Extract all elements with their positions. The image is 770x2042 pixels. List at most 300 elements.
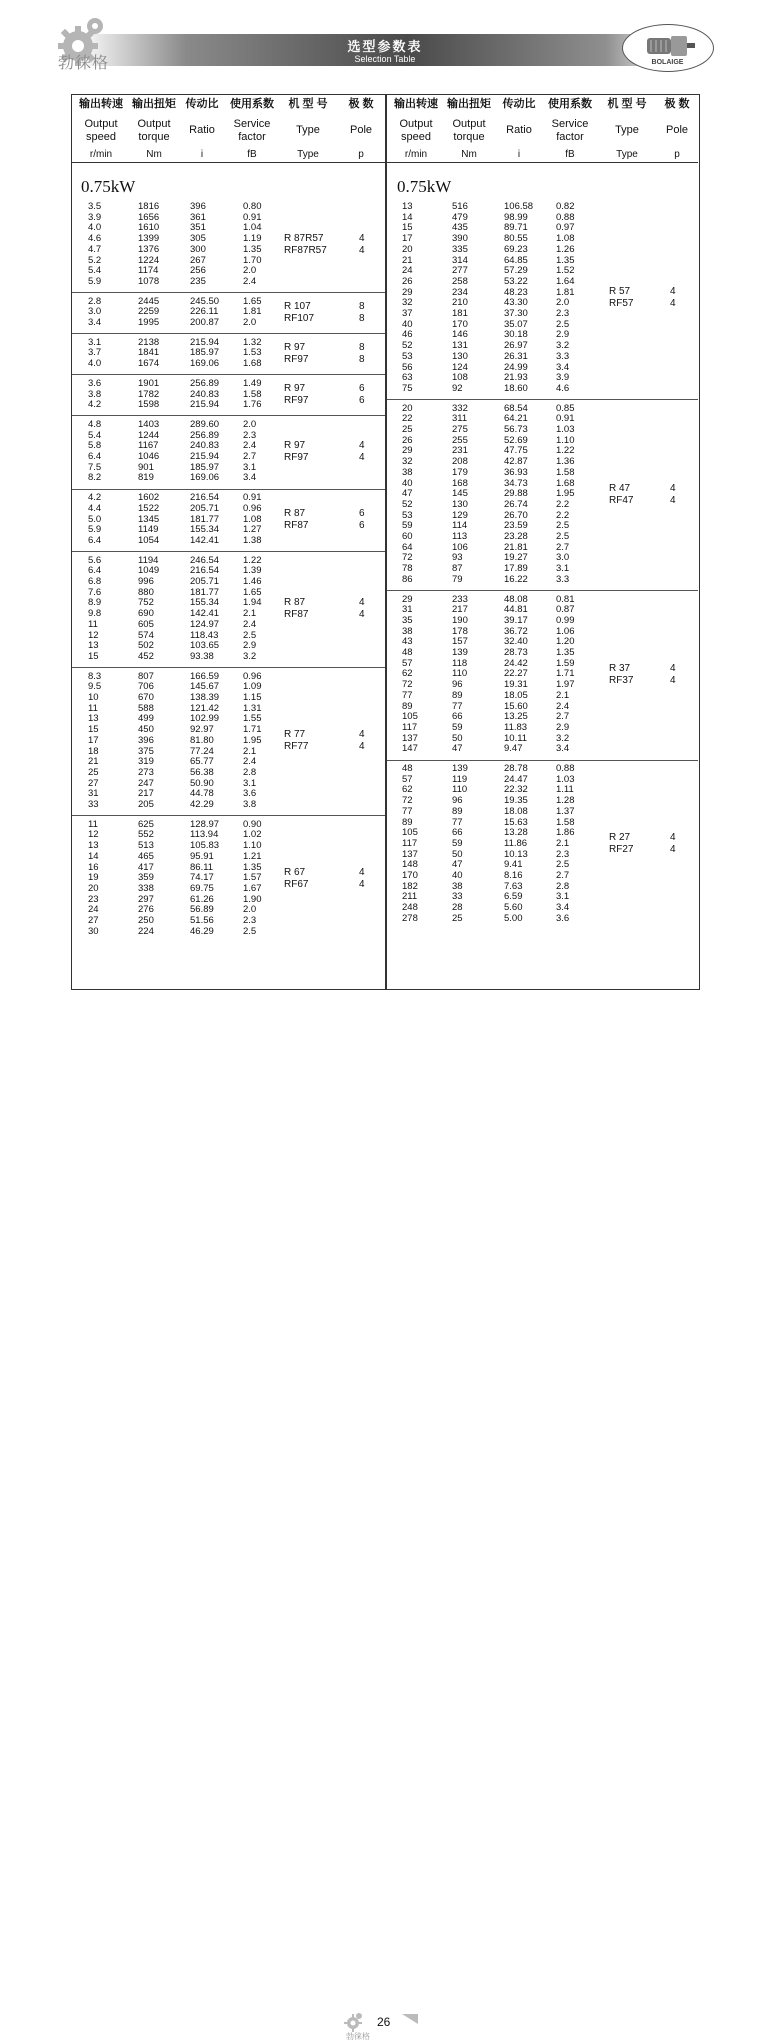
left_groups-cell-2-1-2: 185.97 <box>190 347 220 359</box>
page-title: 选型参数表 <box>347 39 423 54</box>
left_groups-cell-7-8-3: 2.4 <box>243 756 257 768</box>
left_groups-cell-7-3-1: 588 <box>138 702 154 714</box>
left_groups-pole-1-0: 8 <box>359 300 365 312</box>
left_groups-cell-6-8-1: 502 <box>138 640 154 652</box>
left_groups-cell-6-1-3: 1.39 <box>243 565 262 577</box>
right_groups-cell-2-3-3: 1.06 <box>556 625 575 637</box>
right_groups-type-1-1: RF47 <box>609 494 634 506</box>
left_groups-cell-8-4-2: 86.11 <box>190 861 214 873</box>
header-unit-0-3: fB <box>247 149 257 160</box>
right_groups-cell-3-3-0: 72 <box>402 795 413 807</box>
right_groups-pole-2-1: 4 <box>670 674 676 686</box>
right_groups-cell-2-5-3: 1.35 <box>556 647 575 658</box>
right_groups-cell-2-12-3: 2.9 <box>556 721 570 733</box>
right_groups-cell-0-14-3: 3.3 <box>556 350 570 362</box>
left_groups-cell-6-0-0: 5.6 <box>88 554 102 566</box>
right_groups-cell-1-9-1: 130 <box>452 498 468 510</box>
brand-name: 勃徕格 <box>58 55 110 72</box>
left_groups-cell-8-7-3: 1.90 <box>243 893 262 905</box>
left_groups-cell-6-8-2: 103.65 <box>190 640 220 652</box>
left_groups-type-3-0: R 97 <box>284 382 306 394</box>
left_groups-cell-6-4-2: 155.34 <box>190 597 220 609</box>
right_groups-cell-0-12-0: 46 <box>402 329 413 341</box>
left_groups-divider-5 <box>72 551 385 552</box>
right_groups-pole-1-0: 4 <box>670 482 676 494</box>
left_groups-cell-4-1-0: 5.4 <box>88 429 102 441</box>
right_groups-cell-1-3-2: 52.69 <box>504 434 528 446</box>
right_groups-cell-2-12-2: 11.83 <box>504 721 528 733</box>
left_groups-type-0-1: RF87R57 <box>284 244 327 256</box>
right_groups-cell-1-12-0: 60 <box>402 531 413 542</box>
right_groups-cell-2-11-2: 13.25 <box>504 711 528 723</box>
left_groups-cell-4-5-3: 3.4 <box>243 472 257 484</box>
power-label-left: 0.75kW <box>81 177 136 196</box>
header-unit-0-2: i <box>200 149 204 160</box>
left_groups-cell-6-3-0: 7.6 <box>88 586 102 598</box>
right_groups-cell-3-8-0: 137 <box>402 848 418 860</box>
right_groups-cell-0-11-1: 170 <box>452 318 468 330</box>
left_groups-cell-6-1-1: 1049 <box>138 565 160 577</box>
brand-logo <box>622 24 714 72</box>
left_groups-type-1-0: R 107 <box>284 300 311 312</box>
right_groups-cell-3-11-1: 38 <box>452 880 463 892</box>
left_groups-cell-5-2-0: 5.0 <box>88 513 102 525</box>
left_groups-cell-7-5-1: 450 <box>138 724 154 736</box>
left_groups-cell-5-3-3: 1.27 <box>243 524 262 536</box>
left_groups-type-4-0: R 97 <box>284 440 306 451</box>
right_groups-cell-2-10-1: 77 <box>452 700 463 712</box>
left_groups-cell-6-1-0: 6.4 <box>88 565 102 577</box>
left_groups-cell-0-0-3: 0.80 <box>243 201 262 212</box>
left_groups-cell-1-1-2: 226.11 <box>190 306 219 318</box>
right_groups-cell-0-4-2: 69.23 <box>504 243 528 255</box>
left_groups-divider-7 <box>72 815 385 816</box>
left_groups-cell-6-7-2: 118.43 <box>190 629 219 641</box>
left_groups-cell-3-2-0: 4.2 <box>88 399 102 411</box>
right_groups-cell-0-0-0: 13 <box>402 201 413 212</box>
left_groups-cell-8-0-3: 0.90 <box>243 818 262 830</box>
left_groups-cell-7-12-1: 205 <box>138 799 154 810</box>
right_groups-cell-2-2-3: 0.99 <box>556 614 575 626</box>
right_groups-cell-0-8-3: 1.81 <box>556 286 575 298</box>
header-unit-1-0: r/min <box>404 149 428 160</box>
right_groups-cell-2-13-0: 137 <box>402 732 418 744</box>
left_groups-cell-0-7-1: 1078 <box>138 275 160 287</box>
right_groups-cell-1-16-1: 79 <box>452 573 463 585</box>
right_groups-cell-3-9-2: 9.41 <box>504 859 523 871</box>
left_groups-cell-8-4-3: 1.35 <box>243 861 262 873</box>
left_groups-cell-3-1-3: 1.58 <box>243 388 262 400</box>
header-unit-1-1: Nm <box>461 149 477 160</box>
right_groups-cell-1-2-1: 275 <box>452 424 468 435</box>
left_groups-cell-6-4-3: 1.94 <box>243 597 262 609</box>
left_groups-cell-7-11-1: 217 <box>138 788 154 800</box>
right_groups-cell-0-1-3: 0.88 <box>556 211 575 223</box>
left_groups-cell-8-4-0: 16 <box>88 861 99 873</box>
left_groups-cell-8-5-1: 359 <box>138 872 154 884</box>
right_groups-cell-2-5-2: 28.73 <box>504 647 528 658</box>
right_groups-cell-0-15-1: 124 <box>452 361 468 373</box>
left_groups-cell-3-1-1: 1782 <box>138 388 160 400</box>
left_groups-cell-2-2-1: 1674 <box>138 358 160 370</box>
right_groups-cell-1-4-2: 47.75 <box>504 445 528 457</box>
header-unit-0-0: r/min <box>89 149 113 160</box>
right_groups-cell-1-5-2: 42.87 <box>504 456 528 468</box>
right_groups-cell-0-9-2: 43.30 <box>504 297 528 309</box>
right_groups-cell-0-6-2: 57.29 <box>504 265 528 277</box>
left_groups-cell-7-7-0: 18 <box>88 745 99 757</box>
left_groups-cell-8-9-2: 51.56 <box>190 915 214 926</box>
left_groups-cell-7-7-3: 2.1 <box>243 745 257 757</box>
right_groups-cell-3-11-0: 182 <box>402 880 418 892</box>
right_groups-type-2-1: RF37 <box>609 674 634 686</box>
left_groups-cell-4-1-2: 256.89 <box>190 429 220 441</box>
right_groups-cell-2-10-3: 2.4 <box>556 700 570 712</box>
left_groups-divider-0 <box>72 292 385 293</box>
left_groups-type-5-0: R 87 <box>284 507 306 519</box>
left_groups-cell-4-3-2: 215.94 <box>190 451 220 462</box>
right_groups-cell-1-10-2: 26.70 <box>504 509 528 521</box>
right_groups-cell-2-11-3: 2.7 <box>556 711 570 723</box>
left_groups-cell-7-2-3: 1.15 <box>243 692 262 703</box>
header-cn-0-4: 机 型 号 <box>288 98 328 110</box>
left_groups-cell-0-2-2: 351 <box>190 222 206 234</box>
right_groups-cell-2-5-0: 48 <box>402 647 413 658</box>
left_groups-cell-6-3-3: 1.65 <box>243 586 262 598</box>
right_groups-cell-3-8-1: 50 <box>452 848 463 860</box>
right_groups-type-1-0: R 47 <box>609 482 631 494</box>
right_groups-cell-3-11-3: 2.8 <box>556 880 570 892</box>
header-cn-1-0: 输出转速 <box>394 98 438 110</box>
right_groups-cell-1-10-3: 2.2 <box>556 509 570 521</box>
left_groups-cell-7-8-2: 65.77 <box>190 756 214 768</box>
left_groups-cell-1-0-1: 2445 <box>138 295 160 307</box>
right_groups-cell-2-13-1: 50 <box>452 732 463 744</box>
left_groups-cell-4-2-1: 1167 <box>138 440 159 452</box>
right_groups-cell-1-5-1: 208 <box>452 456 468 468</box>
right_groups-cell-3-7-0: 117 <box>402 837 418 849</box>
left_groups-cell-0-2-3: 1.04 <box>243 222 262 234</box>
left_groups-cell-6-5-2: 142.41 <box>190 608 220 620</box>
header-cn-1-5: 极 数 <box>664 98 690 110</box>
left_groups-cell-6-6-1: 605 <box>138 618 154 630</box>
right_groups-cell-2-0-1: 233 <box>452 593 468 605</box>
right_groups-cell-3-12-3: 3.1 <box>556 891 570 903</box>
right_groups-cell-2-2-2: 39.17 <box>504 614 528 626</box>
right_groups-cell-2-8-3: 1.97 <box>556 679 575 691</box>
header-unit-1-2: i <box>517 149 521 160</box>
right_groups-cell-1-15-1: 87 <box>452 563 463 575</box>
left_groups-divider-4 <box>72 489 385 490</box>
left_groups-cell-1-2-0: 3.4 <box>88 317 102 328</box>
left_groups-cell-6-2-3: 1.46 <box>243 576 262 587</box>
left_groups-cell-8-7-0: 23 <box>88 893 99 905</box>
right_groups-cell-3-8-3: 2.3 <box>556 848 570 860</box>
right_groups-cell-1-2-3: 1.03 <box>556 424 575 435</box>
right_groups-cell-2-10-0: 89 <box>402 700 413 712</box>
right_groups-cell-2-3-2: 36.72 <box>504 625 528 637</box>
header-cn-0-2: 传动比 <box>185 98 219 110</box>
left_groups-cell-8-10-2: 46.29 <box>190 925 214 937</box>
left_groups-cell-3-0-2: 256.89 <box>190 377 220 389</box>
left_groups-cell-8-3-2: 95.91 <box>190 850 214 862</box>
right_groups-cell-2-14-2: 9.47 <box>504 743 523 755</box>
right_groups-cell-1-12-3: 2.5 <box>556 531 570 542</box>
right_groups-cell-3-9-0: 148 <box>402 859 418 871</box>
left_groups-cell-6-9-2: 93.38 <box>190 650 214 662</box>
right_groups-cell-0-4-1: 335 <box>452 243 468 255</box>
power-label-right: 0.75kW <box>397 177 452 196</box>
right_groups-cell-2-1-0: 31 <box>402 604 413 616</box>
left_groups-cell-7-6-0: 17 <box>88 734 99 746</box>
right_groups-cell-1-10-1: 129 <box>452 509 468 521</box>
left_groups-type-8-1: RF67 <box>284 878 309 890</box>
right_groups-cell-2-4-1: 157 <box>452 636 468 648</box>
right_groups-cell-0-17-2: 18.60 <box>504 382 528 394</box>
right_groups-cell-0-15-3: 3.4 <box>556 361 570 373</box>
right_groups-cell-3-13-0: 248 <box>402 902 418 914</box>
left_groups-cell-7-11-3: 3.6 <box>243 788 257 800</box>
right_groups-cell-1-11-2: 23.59 <box>504 520 528 532</box>
left_groups-cell-7-9-2: 56.38 <box>190 766 214 778</box>
left_groups-cell-3-0-3: 1.49 <box>243 377 262 389</box>
header-cn-0-1: 输出扭矩 <box>132 98 176 110</box>
right_groups-cell-1-6-2: 36.93 <box>504 466 528 478</box>
left_groups-pole-0-0: 4 <box>359 232 365 244</box>
left_groups-cell-5-3-1: 1149 <box>138 524 159 536</box>
left_groups-cell-0-3-1: 1399 <box>138 233 160 245</box>
left_groups-cell-0-6-0: 5.4 <box>88 265 102 277</box>
left_groups-cell-7-1-0: 9.5 <box>88 681 102 693</box>
left_groups-cell-2-0-3: 1.32 <box>243 336 262 348</box>
left_groups-cell-7-2-1: 670 <box>138 692 154 703</box>
right_groups-cell-1-14-2: 19.27 <box>504 552 528 564</box>
left_groups-pole-8-1: 4 <box>359 878 365 890</box>
right_groups-cell-3-0-2: 28.78 <box>504 763 528 774</box>
right_groups-cell-2-13-3: 3.2 <box>556 732 570 744</box>
right_groups-cell-1-2-2: 56.73 <box>504 424 528 435</box>
header-cn-0-0: 输出转速 <box>79 98 123 110</box>
right_groups-cell-1-6-0: 38 <box>402 466 413 478</box>
left_groups-cell-8-3-1: 465 <box>138 850 154 862</box>
right_groups-cell-3-4-3: 1.37 <box>556 805 575 817</box>
left_groups-cell-6-9-0: 15 <box>88 650 99 662</box>
left_groups-pole-2-0: 8 <box>359 341 365 353</box>
left_groups-pole-5-0: 6 <box>359 507 365 519</box>
right_groups-cell-0-15-0: 56 <box>402 361 413 373</box>
left_groups-cell-6-5-3: 2.1 <box>243 608 257 620</box>
left_groups-cell-3-2-1: 1598 <box>138 399 160 411</box>
header-en-1-3: Service factor <box>551 117 589 143</box>
right_groups-cell-1-13-1: 106 <box>452 541 468 553</box>
left_groups-cell-5-2-2: 181.77 <box>190 513 220 525</box>
right_groups-cell-3-4-2: 18.08 <box>504 805 528 817</box>
right_groups-cell-3-4-1: 89 <box>452 805 463 817</box>
right_groups-cell-2-1-2: 44.81 <box>504 604 528 616</box>
right_groups-cell-0-11-0: 40 <box>402 318 413 330</box>
right_groups-pole-0-0: 4 <box>670 286 676 298</box>
left_groups-pole-1-1: 8 <box>359 312 365 324</box>
right_groups-cell-0-3-1: 390 <box>452 233 468 245</box>
left_groups-cell-7-0-0: 8.3 <box>88 670 102 682</box>
left_groups-cell-4-1-3: 2.3 <box>243 429 257 441</box>
left_groups-cell-0-0-0: 3.5 <box>88 201 102 212</box>
right_groups-cell-2-14-3: 3.4 <box>556 743 570 755</box>
right_groups-cell-3-2-0: 62 <box>402 784 413 796</box>
left_groups-cell-8-10-0: 30 <box>88 925 99 937</box>
right_groups-cell-2-11-0: 105 <box>402 711 418 723</box>
right_groups-divider-0 <box>387 399 698 400</box>
left_groups-cell-2-1-3: 1.53 <box>243 347 262 359</box>
left_groups-cell-7-3-0: 11 <box>88 702 98 714</box>
header-unit-1-5: p <box>674 149 680 160</box>
right_groups-cell-0-10-1: 181 <box>452 308 468 319</box>
right_groups-divider-2 <box>387 760 698 761</box>
left_groups-cell-4-1-1: 1244 <box>138 429 160 441</box>
left_groups-cell-0-3-0: 4.6 <box>88 233 102 245</box>
right_groups-cell-0-16-1: 108 <box>452 372 468 384</box>
left_groups-type-3-1: RF97 <box>284 394 309 406</box>
right_groups-cell-2-9-1: 89 <box>452 689 463 701</box>
left_groups-cell-5-1-1: 1522 <box>138 502 160 514</box>
left_groups-cell-5-4-3: 1.38 <box>243 534 262 546</box>
right_groups-cell-0-13-1: 131 <box>452 340 468 352</box>
left_groups-cell-6-2-0: 6.8 <box>88 576 102 587</box>
right_groups-cell-0-17-1: 92 <box>452 382 463 394</box>
right_groups-cell-1-7-2: 34.73 <box>504 477 528 489</box>
right_groups-cell-3-6-1: 66 <box>452 827 463 839</box>
right_groups-cell-0-2-1: 435 <box>452 222 468 234</box>
right_groups-type-3-0: R 27 <box>609 832 631 844</box>
left_groups-cell-7-5-0: 15 <box>88 724 99 736</box>
left_groups-pole-6-1: 4 <box>359 609 365 621</box>
left_groups-cell-0-1-2: 361 <box>190 211 206 223</box>
left_groups-cell-8-0-0: 11 <box>88 818 98 830</box>
left_groups-cell-8-7-1: 297 <box>138 893 154 905</box>
left_groups-cell-7-1-1: 706 <box>138 681 154 693</box>
left_groups-cell-0-7-3: 2.4 <box>243 275 257 287</box>
right_groups-cell-0-6-3: 1.52 <box>556 265 575 277</box>
right_groups-type-0-0: R 57 <box>609 286 631 298</box>
right_groups-cell-0-11-2: 35.07 <box>504 318 528 330</box>
right_groups-type-2-0: R 37 <box>609 662 631 674</box>
right_groups-cell-2-8-0: 72 <box>402 679 413 691</box>
right_groups-cell-3-12-2: 6.59 <box>504 891 523 903</box>
left_groups-cell-7-10-0: 27 <box>88 777 99 789</box>
left_groups-cell-8-6-0: 20 <box>88 882 99 894</box>
left_groups-cell-5-1-3: 0.96 <box>243 502 262 514</box>
right_groups-cell-0-0-2: 106.58 <box>504 201 534 212</box>
left_groups-cell-7-11-2: 44.78 <box>190 788 214 800</box>
right_groups-cell-1-14-0: 72 <box>402 552 413 564</box>
right_groups-cell-0-7-3: 1.64 <box>556 275 575 287</box>
left_groups-cell-0-3-3: 1.19 <box>243 233 262 245</box>
right_groups-cell-2-1-3: 0.87 <box>556 604 575 616</box>
left_groups-cell-8-8-3: 2.0 <box>243 904 257 916</box>
left_groups-cell-6-5-0: 9.8 <box>88 608 102 620</box>
header-en-0-2: Ratio <box>189 124 215 137</box>
left_groups-cell-0-4-0: 4.7 <box>88 243 102 255</box>
left_groups-cell-2-2-2: 169.06 <box>190 358 220 370</box>
right_groups-cell-1-9-2: 26.74 <box>504 498 528 510</box>
left_groups-cell-5-4-0: 6.4 <box>88 534 102 546</box>
right_groups-cell-2-14-1: 47 <box>452 743 463 755</box>
right_groups-cell-3-0-0: 48 <box>402 763 413 774</box>
left_groups-cell-8-5-3: 1.57 <box>243 872 262 884</box>
right_groups-cell-0-3-3: 1.08 <box>556 233 575 245</box>
right_groups-cell-0-2-3: 0.97 <box>556 222 575 234</box>
right_groups-cell-0-0-1: 516 <box>452 201 468 212</box>
left_groups-cell-7-9-3: 2.8 <box>243 766 257 778</box>
left_groups-cell-8-4-1: 417 <box>138 861 154 873</box>
right_groups-cell-0-10-3: 2.3 <box>556 308 570 319</box>
right_groups-cell-1-1-2: 64.21 <box>504 413 528 425</box>
right_groups-cell-2-9-2: 18.05 <box>504 689 528 701</box>
left_groups-cell-4-3-1: 1046 <box>138 451 160 462</box>
right_groups-pole-3-0: 4 <box>670 832 676 844</box>
header-unit-0-4: Type <box>297 149 319 160</box>
right_groups-cell-3-2-1: 110 <box>452 784 468 796</box>
right_groups-cell-0-1-0: 14 <box>402 211 413 223</box>
left_groups-cell-4-2-0: 5.8 <box>88 440 102 452</box>
left_groups-cell-2-0-2: 215.94 <box>190 336 220 348</box>
left_groups-cell-0-4-1: 1376 <box>138 243 160 255</box>
left_groups-cell-7-3-2: 121.42 <box>190 702 220 714</box>
right_groups-cell-0-7-2: 53.22 <box>504 275 528 287</box>
right_groups-cell-3-14-0: 278 <box>402 912 418 924</box>
right_groups-cell-0-12-2: 30.18 <box>504 329 528 341</box>
right_groups-cell-2-8-1: 96 <box>452 679 463 691</box>
left_groups-cell-8-3-0: 14 <box>88 850 99 862</box>
right_groups-cell-0-5-0: 21 <box>402 254 413 266</box>
left_groups-cell-7-0-2: 166.59 <box>190 670 220 682</box>
left_groups-cell-4-4-3: 3.1 <box>243 461 257 473</box>
left_groups-cell-8-8-1: 276 <box>138 904 154 916</box>
right_groups-cell-3-1-3: 1.03 <box>556 773 575 785</box>
right_groups-cell-1-11-3: 2.5 <box>556 520 570 532</box>
right_groups-cell-0-16-0: 63 <box>402 372 413 384</box>
left_groups-cell-1-2-3: 2.0 <box>243 317 257 328</box>
page-footer <box>0 1006 770 2041</box>
left_groups-cell-8-1-1: 552 <box>138 829 154 841</box>
right_groups-cell-1-1-0: 22 <box>402 413 413 425</box>
right_groups-cell-1-5-0: 32 <box>402 456 413 468</box>
right_groups-cell-0-14-0: 53 <box>402 350 413 362</box>
header-cn-1-2: 传动比 <box>502 98 536 110</box>
left_groups-cell-4-0-3: 2.0 <box>243 418 257 430</box>
right_groups-cell-3-0-1: 139 <box>452 763 468 774</box>
right_groups-cell-0-0-3: 0.82 <box>556 201 575 212</box>
right_groups-cell-3-9-1: 47 <box>452 859 463 871</box>
right_groups-cell-0-13-0: 52 <box>402 340 413 352</box>
right_groups-type-3-1: RF27 <box>609 844 634 856</box>
right_groups-cell-0-9-3: 2.0 <box>556 297 570 309</box>
right_groups-cell-1-14-3: 3.0 <box>556 552 570 564</box>
right_groups-cell-0-10-0: 37 <box>402 308 413 319</box>
right_groups-cell-0-13-2: 26.97 <box>504 340 528 352</box>
left_groups-cell-7-2-0: 10 <box>88 692 99 703</box>
header-cn-0-3: 使用系数 <box>230 98 274 110</box>
left_groups-cell-0-0-1: 1816 <box>138 201 160 212</box>
left_groups-type-6-1: RF87 <box>284 609 309 621</box>
right_groups-cell-3-8-2: 10.13 <box>504 848 528 860</box>
header-en-1-5: Pole <box>665 124 689 137</box>
left_groups-cell-6-8-3: 2.9 <box>243 640 257 652</box>
left_groups-cell-8-9-1: 250 <box>138 915 154 926</box>
header-cn-1-3: 使用系数 <box>548 98 592 110</box>
header-en-1-4: Type <box>615 124 639 137</box>
right_groups-cell-2-0-0: 29 <box>402 593 413 605</box>
